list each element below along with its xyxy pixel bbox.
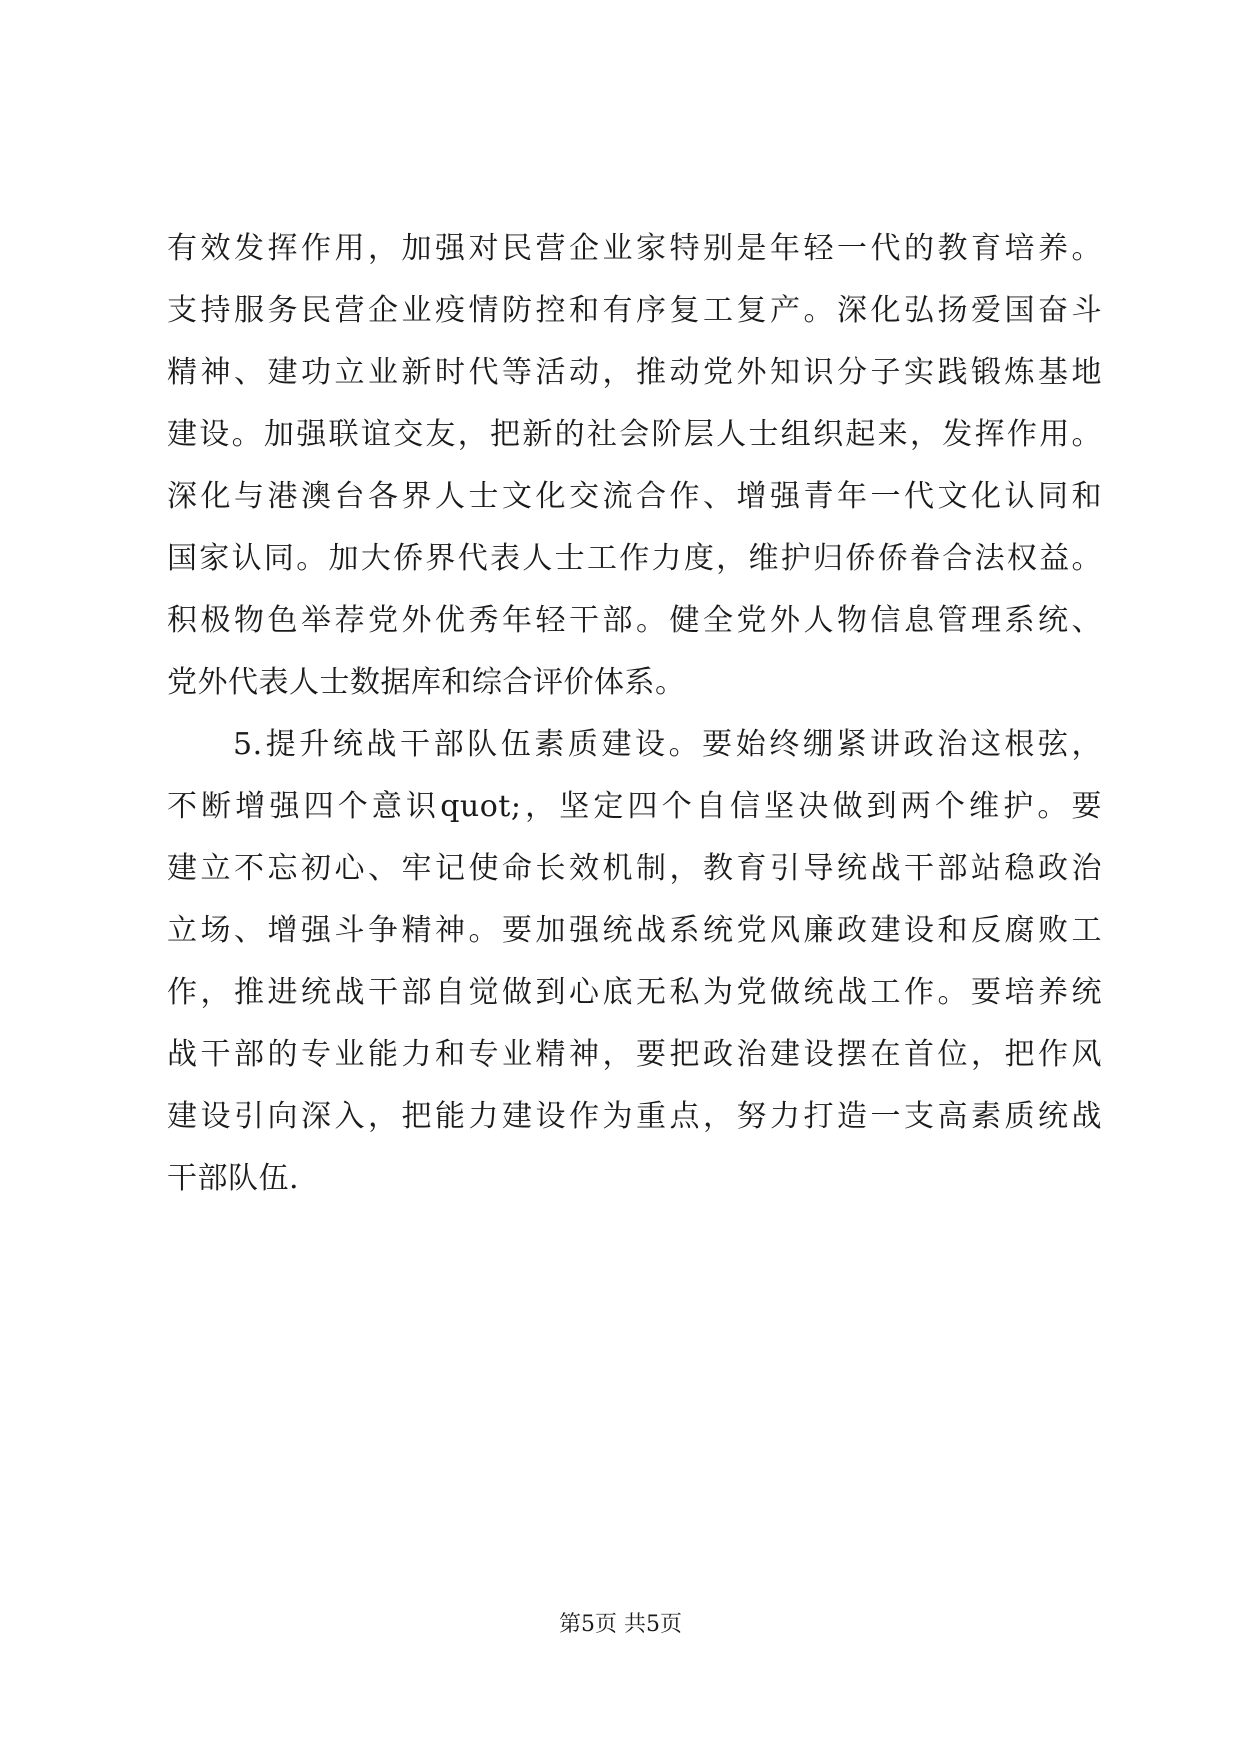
paragraph-2-line-1: 5.提升统战干部队伍素质建设。要始终绷紧讲政治这根弦，	[233, 727, 1102, 762]
paragraph-1-line-7: 积极物色举荐党外优秀年轻干部。健全党外人物信息管理系统、	[167, 603, 1102, 638]
paragraph-2-line-3: 建立不忘初心、牢记使命长效机制，教育引导统战干部站稳政治	[167, 851, 1102, 886]
paragraph-2-line-5: 作，推进统战干部自觉做到心底无私为党做统战工作。要培养统	[167, 975, 1102, 1010]
page-footer	[0, 1610, 1241, 1640]
paragraph-2-line-4: 立场、增强斗争精神。要加强统战系统党风廉政建设和反腐败工	[167, 913, 1102, 948]
paragraph-1-line-1: 有效发挥作用，加强对民营企业家特别是年轻一代的教育培养。	[167, 231, 1102, 266]
paragraph-2-line-6: 战干部的专业能力和专业精神，要把政治建设摆在首位，把作风	[167, 1037, 1102, 1072]
paragraph-1-line-6: 国家认同。加大侨界代表人士工作力度，维护归侨侨眷合法权益。	[167, 541, 1102, 576]
body-text	[167, 218, 1102, 1210]
paragraph-1-line-5: 深化与港澳台各界人士文化交流合作、增强青年一代文化认同和	[167, 479, 1102, 514]
paragraph-1-line-8: 党外代表人士数据库和综合评价体系。	[167, 665, 686, 700]
paragraph-1-line-2: 支持服务民营企业疫情防控和有序复工复产。深化弘扬爱国奋斗	[167, 293, 1102, 328]
paragraph-1-line-4: 建设。加强联谊交友，把新的社会阶层人士组织起来，发挥作用。	[167, 417, 1102, 452]
paragraph-2-line-2: 不断增强四个意识quot;，坚定四个自信坚决做到两个维护。要	[167, 789, 1102, 824]
paragraph-1-line-3: 精神、建功立业新时代等活动，推动党外知识分子实践锻炼基地	[167, 355, 1102, 390]
page-number: 第5页 共5页	[559, 1612, 682, 1637]
paragraph-2-line-8: 干部队伍.	[167, 1161, 300, 1196]
paragraph-2-line-7: 建设引向深入，把能力建设作为重点，努力打造一支高素质统战	[167, 1099, 1102, 1134]
